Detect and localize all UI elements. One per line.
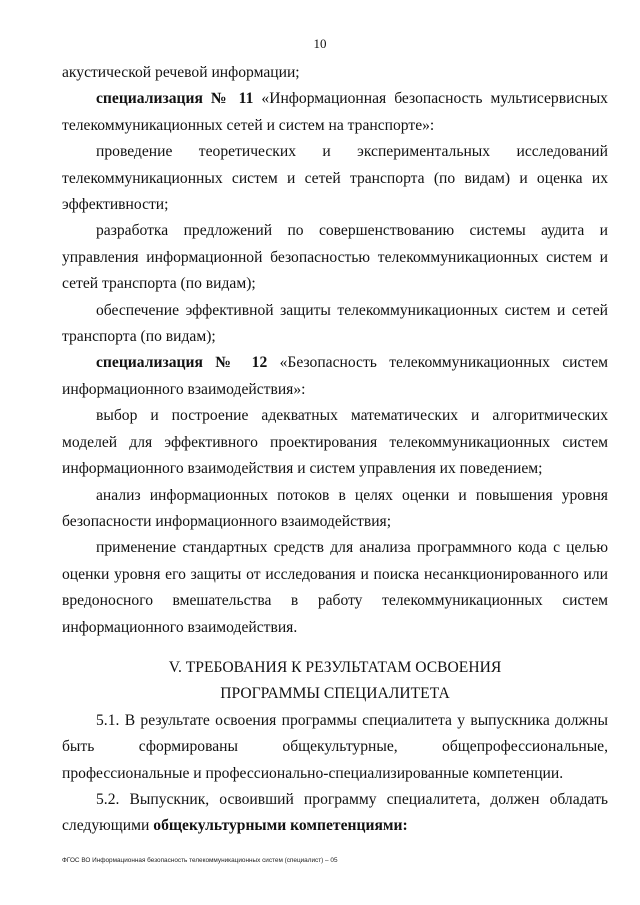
- specialization-label: специализация № 11: [96, 90, 254, 108]
- section-title-line-2: ПРОГРАММЫ СПЕЦИАЛИТЕТА: [220, 685, 450, 703]
- footer: ФГОС ВО Информационная безопасность телекоммуникационных систем (специалист) – 05: [62, 857, 338, 864]
- specialization-label: специализация № 12: [96, 354, 268, 372]
- paragraph: выбор и построение адекватных математических и алгоритмических моделей для эффективного проектирования телекоммуникационных систем информационного взаимодействия и систем управления их поведением;: [62, 407, 608, 478]
- paragraph: применение стандартных средств для анализа программного кода с целью оценки уровня его защиты от исследования и поиска несанкционированного или вредоносного вмешательства в работу телекоммуникационных систем информационного взаимодействия.: [62, 539, 608, 636]
- section-title-line-1: V. ТРЕБОВАНИЯ К РЕЗУЛЬТАТАМ ОСВОЕНИЯ: [168, 658, 502, 676]
- paragraph: обеспечение эффективной защиты телекоммуникационных систем и сетей транспорта (по видам);: [62, 301, 608, 346]
- paragraph: акустической речевой информации;: [62, 64, 300, 81]
- paragraph: анализ информационных потоков в целях оценки и повышения уровня безопасности информационного взаимодействия;: [62, 486, 608, 530]
- paragraph-specialization-12: [62, 350, 608, 403]
- specialization-title: «Безопасность телекоммуникационных систем информационного взаимодействия»:: [62, 354, 608, 398]
- specialization-title: «Информационная безопасность мультисервисных телекоммуникационных сетей и систем на транспорте»:: [62, 90, 608, 134]
- clause-text: 5.2. Выпускник, освоивший программу специалитета, должен обладать следующими: [62, 790, 608, 835]
- page-number: 10: [313, 36, 327, 51]
- clause-5-2: [62, 787, 608, 840]
- paragraph: проведение теоретических и экспериментальных исследований телекоммуникационных систем и сетей транспорта (по видам) и оценка их эффективности;: [62, 143, 608, 214]
- paragraph: разработка предложений по совершенствованию системы аудита и управления информационной безопасностью телекоммуникационных систем и сетей транспорта (по видам);: [62, 222, 608, 293]
- competencies-label: общекультурными компетенциями:: [153, 817, 408, 835]
- document-body: [62, 60, 608, 840]
- paragraph-specialization-11: [62, 86, 608, 139]
- clause-5-1: 5.1. В результате освоения программы специалитета у выпускника должны быть сформированы общекультурные, общепрофессиональные, профессиональные и профессионально-специализированные компетенции.: [62, 711, 608, 782]
